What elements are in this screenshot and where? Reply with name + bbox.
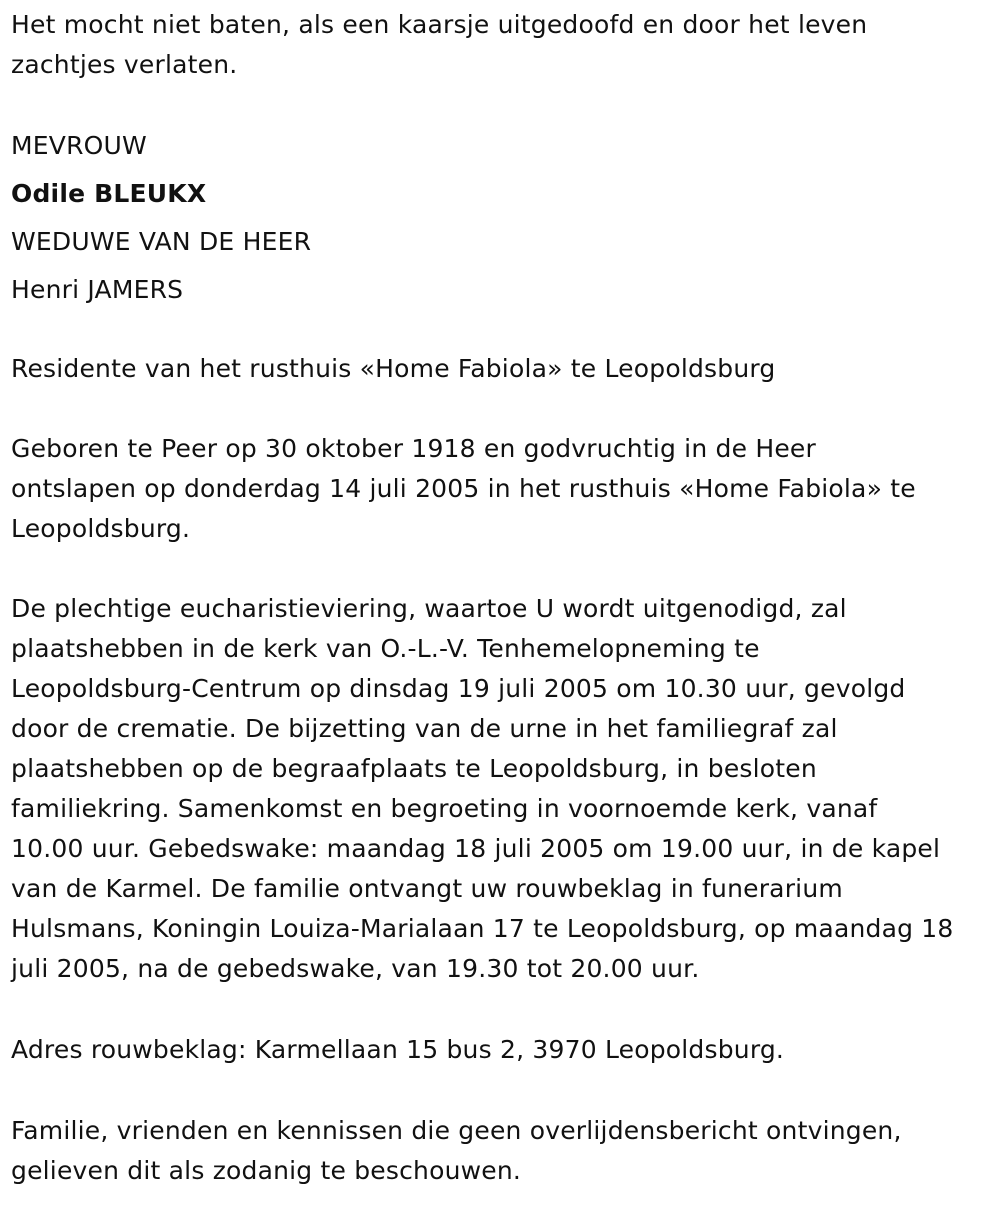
name-block [11, 122, 991, 314]
ceremony-line: 10.00 uur. Gebedswake: maandag 18 juli 2005 om 19.00 uur, in de kapel [11, 834, 941, 863]
ceremony-line: Hulsmans, Koningin Louiza-Marialaan 17 te Leopoldsburg, op maandag 18 [11, 914, 954, 943]
birth-death-line: Geboren te Peer op 30 oktober 1918 en godvruchtig in de Heer [11, 434, 816, 463]
ceremony-line: van de Karmel. De familie ontvangt uw rouwbeklag in funerarium [11, 874, 843, 903]
address-paragraph [11, 1030, 991, 1070]
birth-death-paragraph [11, 429, 991, 549]
ceremony-line: De plechtige eucharistieviering, waartoe U wordt uitgenodigd, zal [11, 594, 847, 623]
relation-label: WEDUWE VAN DE HEER [11, 227, 312, 256]
birth-death-line: ontslapen op donderdag 14 juli 2005 in het rusthuis «Home Fabiola» te [11, 474, 916, 503]
spouse-name: Henri JAMERS [11, 275, 184, 304]
intro-line: zachtjes verlaten. [11, 50, 238, 79]
ceremony-paragraph [11, 589, 991, 989]
residence-paragraph [11, 349, 991, 389]
intro-paragraph [11, 5, 991, 85]
ceremony-line: plaatshebben op de begraafplaats te Leopoldsburg, in besloten [11, 754, 817, 783]
closing-line: Familie, vrienden en kennissen die geen overlijdensbericht ontvingen, [11, 1116, 902, 1145]
closing-line: gelieven dit als zodanig te beschouwen. [11, 1156, 522, 1185]
ceremony-line: Leopoldsburg-Centrum op dinsdag 19 juli 2005 om 10.30 uur, gevolgd [11, 674, 906, 703]
intro-line: Het mocht niet baten, als een kaarsje uitgedoofd en door het leven [11, 10, 868, 39]
ceremony-line: juli 2005, na de gebedswake, van 19.30 tot 20.00 uur. [11, 954, 700, 983]
ceremony-line: door de crematie. De bijzetting van de urne in het familiegraf zal [11, 714, 838, 743]
address-line: Adres rouwbeklag: Karmellaan 15 bus 2, 3970 Leopoldsburg. [11, 1035, 785, 1064]
ceremony-line: familiekring. Samenkomst en begroeting in voornoemde kerk, vanaf [11, 794, 878, 823]
residence-line: Residente van het rusthuis «Home Fabiola» te Leopoldsburg [11, 354, 776, 383]
closing-paragraph [11, 1111, 991, 1191]
honorific-title: MEVROUW [11, 131, 147, 160]
deceased-name: Odile BLEUKX [11, 179, 207, 208]
ceremony-line: plaatshebben in de kerk van O.-L.-V. Tenhemelopneming te [11, 634, 760, 663]
birth-death-line: Leopoldsburg. [11, 514, 191, 543]
